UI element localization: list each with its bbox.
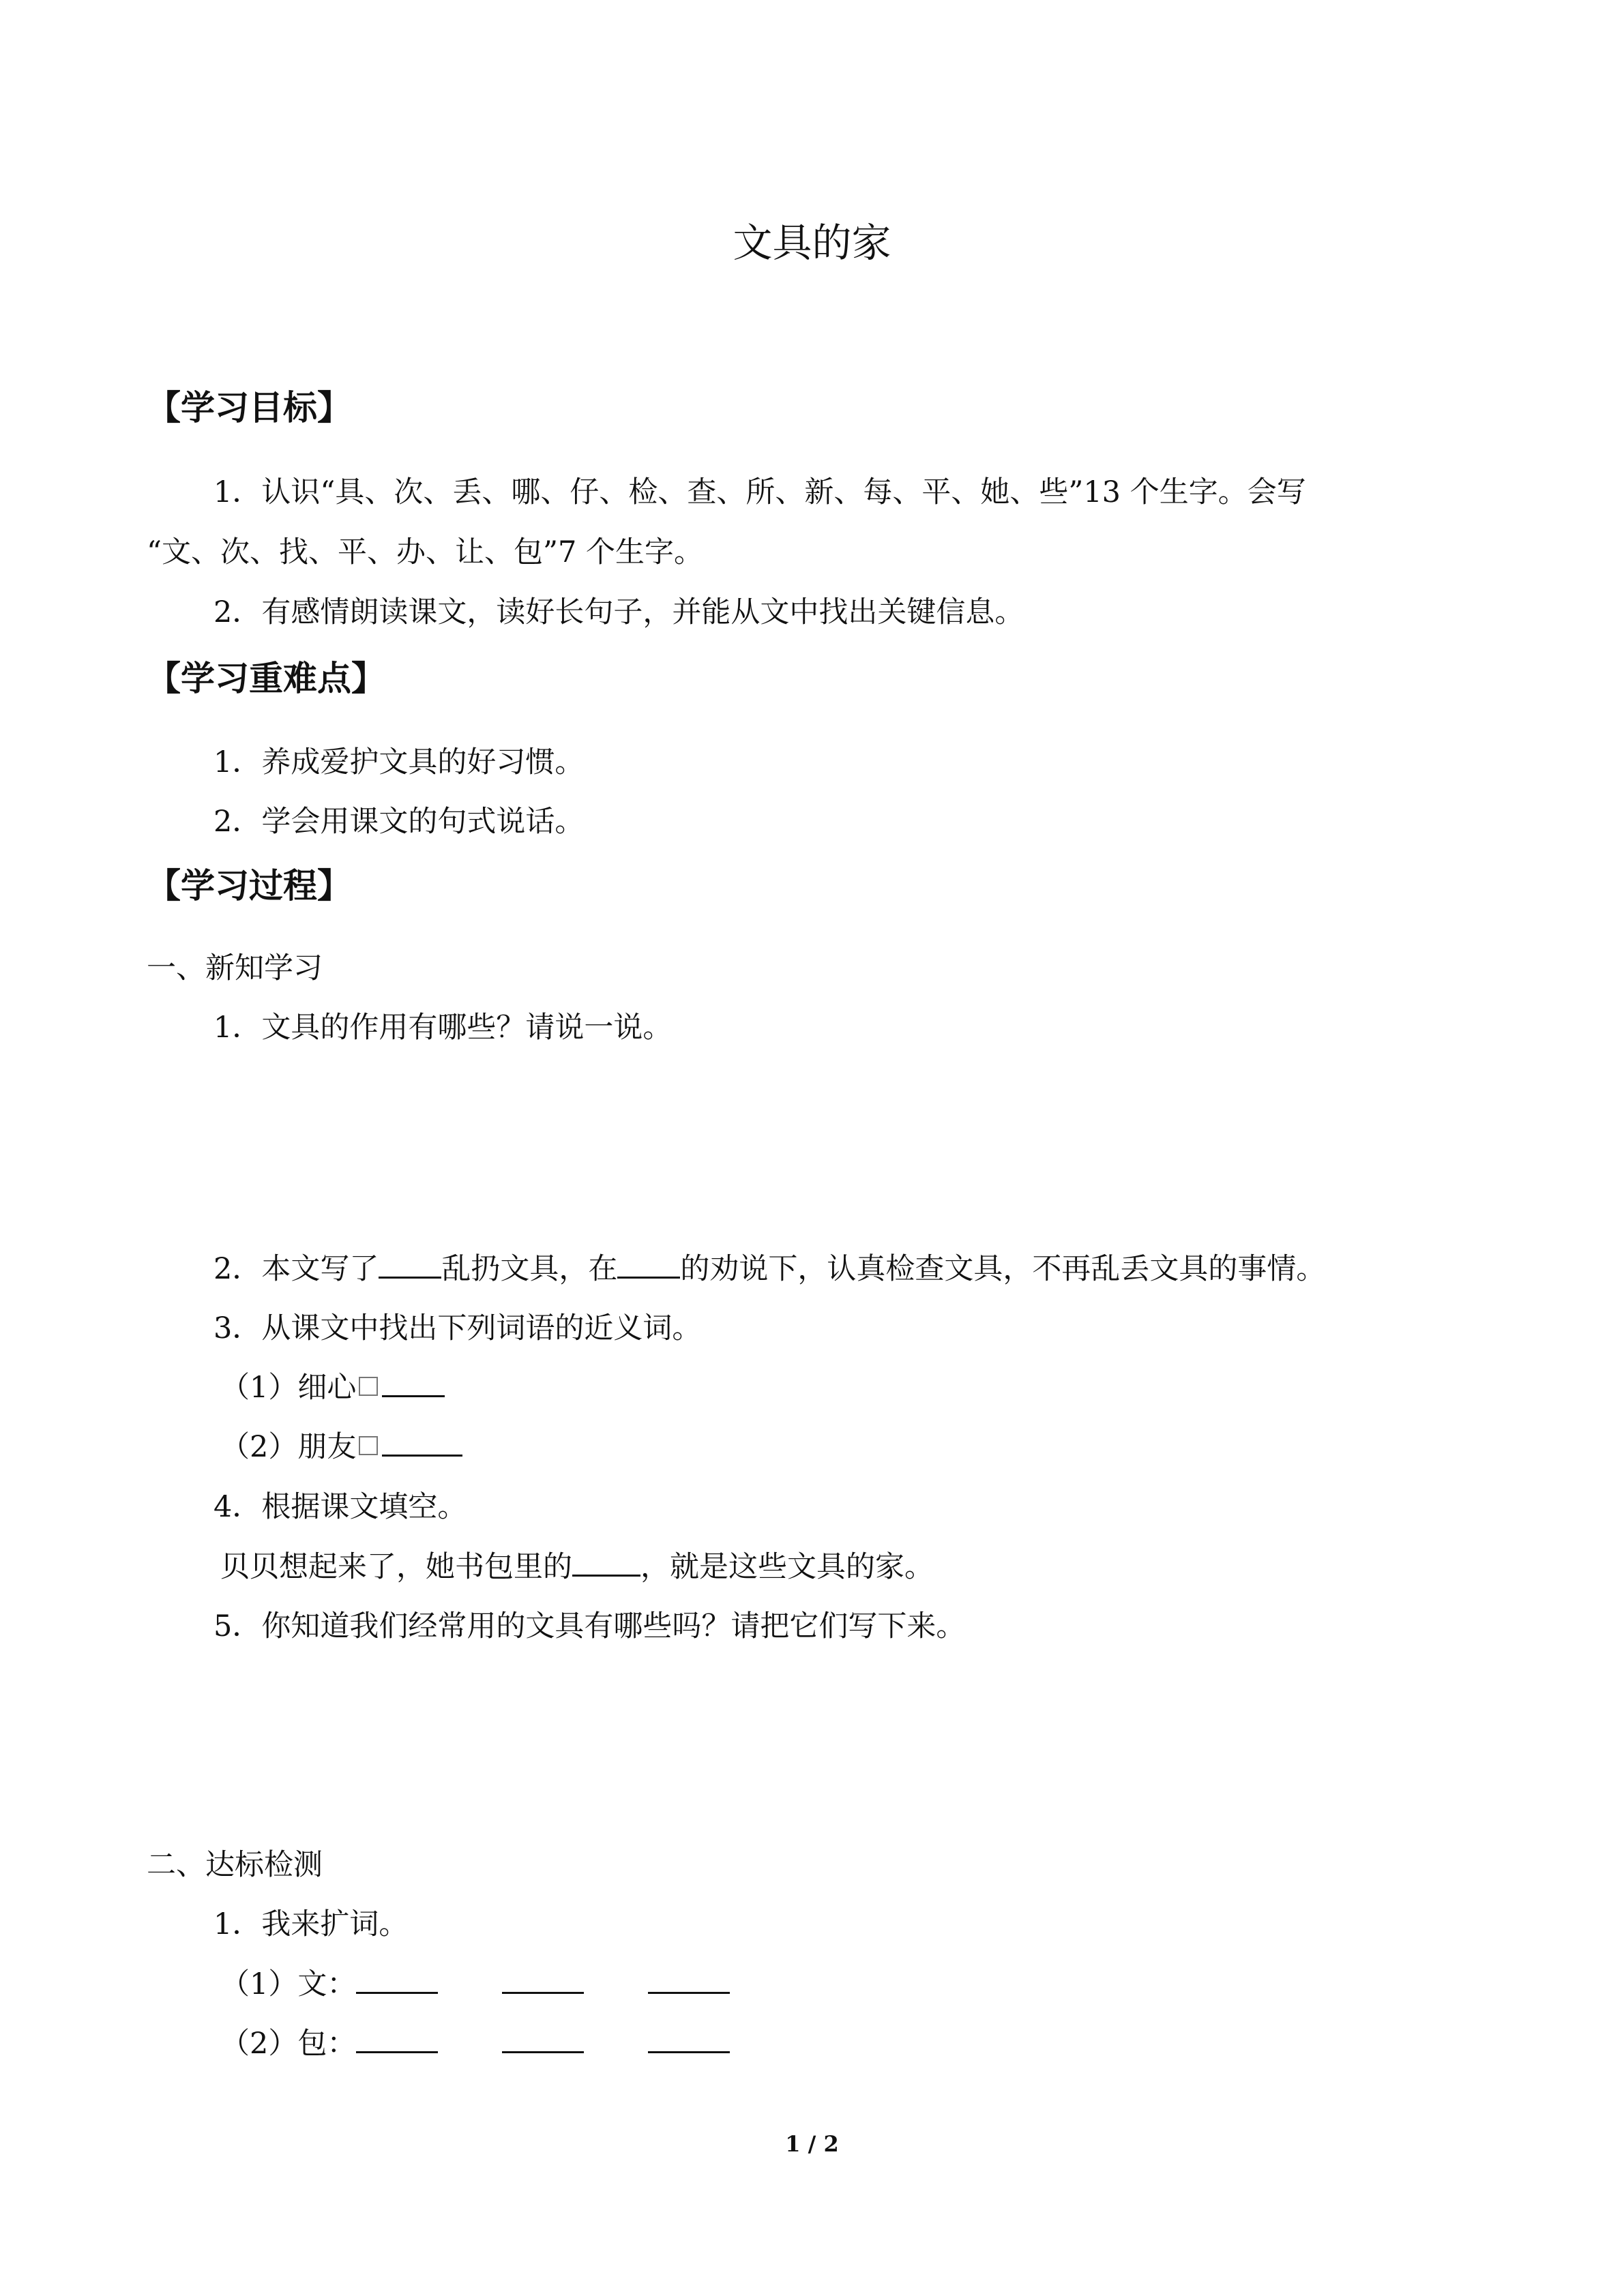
goal-item-1-line-1: 1．认识“具、次、丢、哪、仔、检、查、所、新、每、平、她、些”13 个生字。会写 xyxy=(213,475,1306,509)
checkbox-icon xyxy=(359,1377,378,1396)
question-2-text-b: 乱扔文具，在 xyxy=(441,1252,618,1286)
answer-blank[interactable] xyxy=(356,1965,438,1994)
answer-blank[interactable] xyxy=(502,1965,584,1994)
page-number: 1 / 2 xyxy=(785,2131,839,2157)
question-4-fill xyxy=(220,1547,934,1587)
heading-learning-goals: 【学习目标】 xyxy=(147,388,351,428)
goal-item-2: 2．有感情朗读课文，读好长句子，并能从文中找出关键信息。 xyxy=(213,595,1024,629)
question-3-item-2 xyxy=(220,1427,462,1467)
key-point-item-1: 1．养成爱护文具的好习惯。 xyxy=(213,745,585,779)
goal-item-1-line-2: “文、次、找、平、办、让、包”7 个生字。 xyxy=(147,535,703,569)
answer-blank[interactable] xyxy=(572,1547,640,1577)
answer-blank[interactable] xyxy=(356,2024,438,2053)
question-3-item-1-label: （1）细心 xyxy=(220,1371,357,1405)
answer-blank[interactable] xyxy=(502,2024,584,2053)
key-point-item-2: 2．学会用课文的句式说话。 xyxy=(213,805,585,839)
question-4: 4．根据课文填空。 xyxy=(213,1490,467,1524)
question-2 xyxy=(213,1249,1325,1289)
question-3-item-1 xyxy=(220,1367,445,1408)
answer-blank[interactable] xyxy=(617,1249,680,1279)
answer-blank[interactable] xyxy=(379,1249,441,1279)
answer-blank[interactable] xyxy=(382,1368,445,1397)
question-3: 3．从课文中找出下列词语的近义词。 xyxy=(213,1311,702,1345)
test-question-1: 1．我来扩词。 xyxy=(213,1907,409,1941)
question-4-text-b: ，就是这些文具的家。 xyxy=(640,1550,934,1584)
part1-title: 一、新知学习 xyxy=(147,951,323,985)
heading-key-points: 【学习重难点】 xyxy=(147,659,385,698)
test-question-1-item-2-label: （2）包： xyxy=(220,2027,357,2061)
question-2-text-c: 的劝说下，认真检查文具，不再乱丢文具的事情。 xyxy=(680,1252,1326,1286)
answer-blank[interactable] xyxy=(648,2024,730,2053)
answer-blank[interactable] xyxy=(648,1965,730,1994)
page-title: 文具的家 xyxy=(733,220,891,266)
question-4-text-a: 贝贝想起来了，她书包里的 xyxy=(220,1550,572,1584)
question-5: 5．你知道我们经常用的文具有哪些吗？请把它们写下来。 xyxy=(213,1609,966,1643)
part2-title: 二、达标检测 xyxy=(147,1848,323,1882)
question-2-text-a: 2．本文写了 xyxy=(213,1252,379,1286)
test-question-1-item-1 xyxy=(220,1964,730,2005)
answer-blank[interactable] xyxy=(382,1427,462,1457)
question-1: 1．文具的作用有哪些？请说一说。 xyxy=(213,1011,673,1045)
heading-learning-process: 【学习过程】 xyxy=(147,866,351,906)
test-question-1-item-1-label: （1）文： xyxy=(220,1967,357,2001)
test-question-1-item-2 xyxy=(220,2023,730,2064)
checkbox-icon xyxy=(359,1436,378,1455)
question-3-item-2-label: （2）朋友 xyxy=(220,1430,357,1464)
